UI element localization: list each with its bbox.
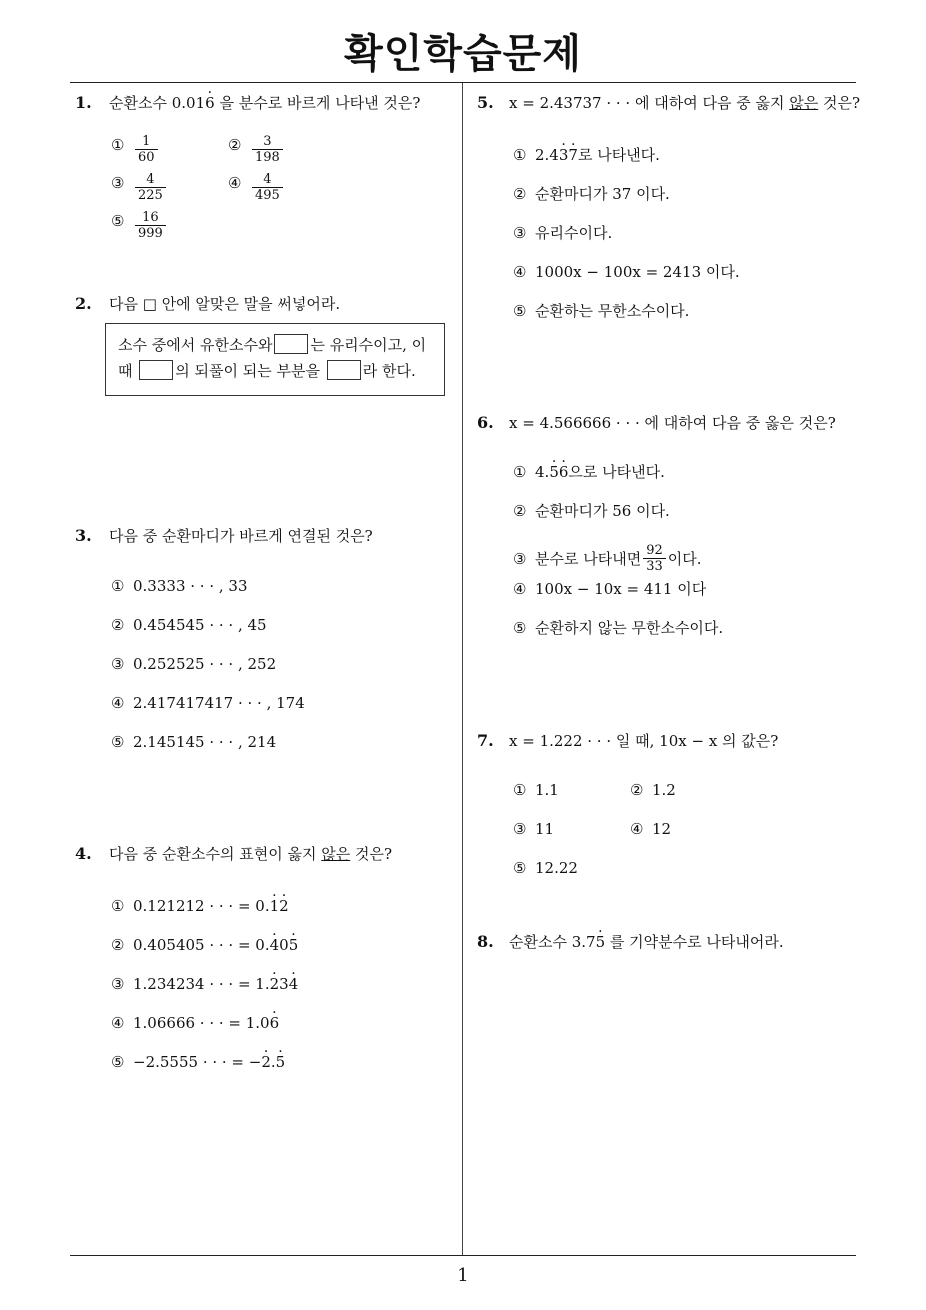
choice-5[interactable]: ⑤ 2.145145 · · · , 214: [111, 733, 277, 751]
question-3: [75, 525, 455, 770]
question-stem: x = 4.566666 · · · 에 대하여 다음 중 옳은 것은?: [509, 414, 836, 432]
choice-1[interactable]: ① 0.121212 · · · = 0.· 1· 2: [111, 895, 455, 934]
question-stem: x = 1.222 · · · 일 때, 10x − x 의 값은?: [509, 732, 779, 750]
fill-in-box: 소수 중에서 유한소수와 는 유리수이고, 이 때 의 되풀이 되는 부분을 라 한다.: [105, 323, 445, 396]
blank-input[interactable]: [139, 360, 173, 380]
blank-input[interactable]: [274, 334, 308, 354]
choice-5[interactable]: ⑤ 순환하는 무한소수이다.: [513, 302, 690, 320]
question-4: [75, 843, 455, 1090]
choice-3[interactable]: ③ 0.252525 · · · , 252: [111, 655, 277, 673]
question-7: [477, 730, 857, 896]
page-number: 1: [457, 1265, 469, 1286]
question-1: [75, 92, 455, 248]
choice-5[interactable]: ⑤ 순환하지 않는 무한소수이다.: [513, 619, 724, 637]
question-stem: 다음 중 순환마디가 바르게 연결된 것은?: [109, 527, 373, 545]
choice-2[interactable]: ② 순환마디가 37 이다.: [513, 185, 670, 203]
question-6: [477, 412, 857, 656]
column-divider: [462, 83, 463, 1255]
fraction: $\frac{1}{60}$: [135, 134, 158, 165]
fraction: $\frac{16}{999}$: [135, 210, 166, 241]
question-5: [477, 92, 861, 339]
blank-input[interactable]: [327, 360, 361, 380]
choice-1[interactable]: ① 0.3333 · · · , 33: [111, 577, 248, 595]
choice-2[interactable]: ② $\frac{3}{198}$: [228, 134, 345, 172]
choice-4[interactable]: ④ 12: [630, 820, 672, 838]
question-number: 1.: [75, 93, 92, 112]
choice-2[interactable]: ② 0.454545 · · · , 45: [111, 616, 267, 634]
fraction: $\frac{3}{198}$: [252, 134, 283, 165]
question-2: [75, 293, 455, 315]
choice-5[interactable]: ⑤ 12.22: [513, 859, 578, 877]
question-stem: 순환소수 0.01· 6 을 분수로 바르게 나타낸 것은?: [109, 92, 420, 114]
choice-2[interactable]: ② 0.405405 · · · = 0.· 40· 5: [111, 934, 455, 973]
choice-5[interactable]: ⑤ −2.5555 · · · = −· 2.· 5: [111, 1051, 455, 1090]
choice-1[interactable]: ① 1.1: [513, 781, 559, 799]
question-stem: x = 2.43737 · · · 에 대하여 다음 중 옳지 않은 것은?: [509, 94, 861, 112]
choice-4[interactable]: ④ 1.06666 · · · = 1.0· 6: [111, 1012, 455, 1051]
choice-4[interactable]: ④ 100x − 10x = 411 이다: [513, 580, 707, 598]
choice-4[interactable]: ④ 2.417417417 · · · , 174: [111, 694, 305, 712]
question-number: 7.: [477, 731, 494, 750]
question-stem: 다음 □ 안에 알맞은 말을 써넣어라.: [109, 295, 341, 313]
choice-4[interactable]: ④ $\frac{4}{495}$: [228, 172, 345, 210]
choice-3[interactable]: ③ 분수로 나타내면 $\frac{92}{33}$ 이다.: [513, 543, 702, 574]
question-number: 3.: [75, 526, 92, 545]
page-title: 확인학습문제: [344, 31, 582, 77]
fraction: $\frac{4}{225}$: [135, 172, 166, 203]
choice-2[interactable]: ② 1.2: [630, 781, 676, 799]
choice-1[interactable]: ① 2.4· 3· 7로 나타낸다.: [513, 144, 857, 183]
question-number: 2.: [75, 294, 92, 313]
question-number: 6.: [477, 413, 494, 432]
bottom-rule: [70, 1255, 856, 1256]
question-stem: 순환소수 3.7· 5 를 기약분수로 나타내어라.: [509, 931, 784, 953]
fraction: $\frac{4}{495}$: [252, 172, 283, 203]
choice-1[interactable]: ① $\frac{1}{60}$: [111, 134, 228, 172]
choice-3[interactable]: ③ 유리수이다.: [513, 224, 613, 242]
question-number: 4.: [75, 844, 92, 863]
choice-1[interactable]: ① 4.· 5· 6으로 나타낸다.: [513, 461, 857, 500]
choice-3[interactable]: ③ $\frac{4}{225}$: [111, 172, 228, 210]
question-number: 5.: [477, 93, 494, 112]
question-8: [477, 931, 857, 953]
choice-3[interactable]: ③ 1.234234 · · · = 1.· 23· 4: [111, 973, 455, 1012]
top-rule: [70, 82, 856, 83]
question-stem: 다음 중 순환소수의 표현이 옳지 않은 것은?: [109, 845, 392, 863]
choice-5[interactable]: ⑤ $\frac{16}{999}$: [111, 210, 228, 248]
choice-2[interactable]: ② 순환마디가 56 이다.: [513, 502, 670, 520]
choice-3[interactable]: ③ 11: [513, 820, 555, 838]
question-number: 8.: [477, 932, 494, 951]
choice-4[interactable]: ④ 1000x − 100x = 2413 이다.: [513, 263, 740, 281]
fraction: $\frac{92}{33}$: [643, 543, 666, 574]
